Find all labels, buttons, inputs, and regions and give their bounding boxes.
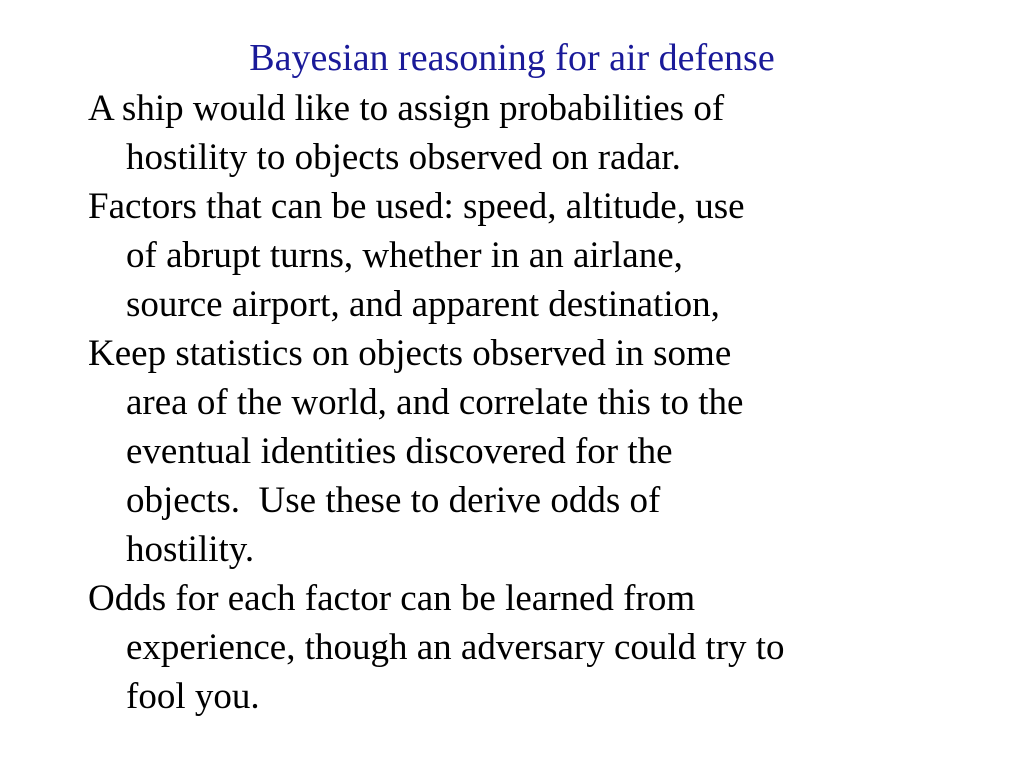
bullet-item: Odds for each factor can be learned from experience, though an adversary could try to fool you. bbox=[88, 578, 785, 717]
bullet-item: Factors that can be used: speed, altitude, use of abrupt turns, whether in an airlane, source airport, and apparent destination, bbox=[88, 186, 745, 325]
bullet-item: Keep statistics on objects observed in some area of the world, and correlate this to the eventual identities discovered for the objects. Use these to derive odds of hostility. bbox=[88, 333, 744, 570]
slide-title: Bayesian reasoning for air defense bbox=[249, 37, 775, 79]
bullet-item: A ship would like to assign probabilities of hostility to objects observed on radar. bbox=[88, 88, 725, 178]
bullet-list bbox=[88, 84, 988, 721]
